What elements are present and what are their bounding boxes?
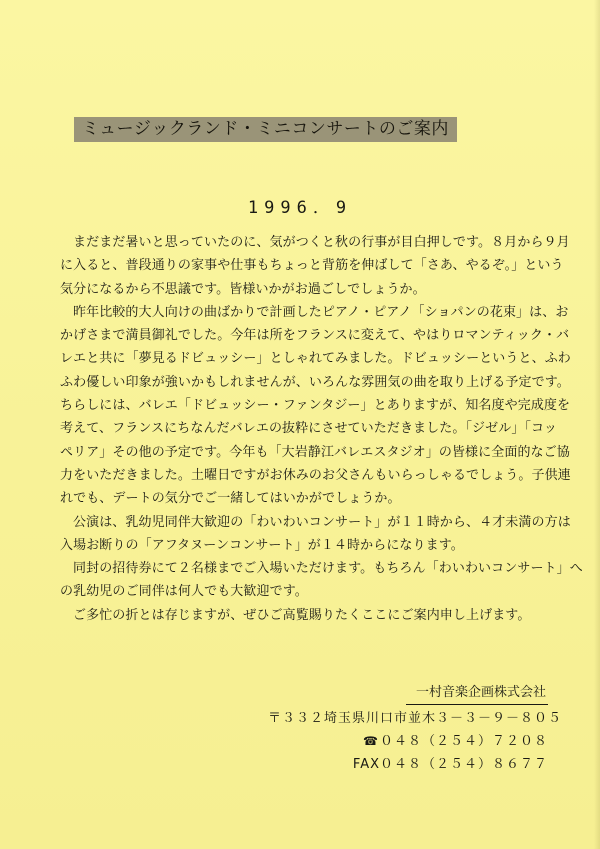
sender-telephone — [268, 730, 548, 753]
body-line: れでも、デートの気分でご一緒してはいかがでしょうか。 — [60, 491, 401, 507]
sender-address: 〒３３２埼玉県川口市並木３－３－９－８０５ — [268, 711, 563, 726]
body-line: 気分になるから不思議です。皆様いかがお過ごしでしょうか。 — [60, 281, 426, 297]
telephone-icon: ☎ — [363, 734, 379, 748]
body-line: かげさまで満員御礼でした。今年は所をフランスに変えて、やはりロマンティック・バ — [60, 328, 570, 344]
sender-signature — [268, 681, 563, 776]
body-line: の乳幼児のご同伴は何人でも大歓迎です。 — [60, 584, 308, 600]
body-line: 入場お断りの「アフタヌーンコンサート」が１４時からになります。 — [60, 537, 464, 553]
body-line: 同封の招待券にて２名様までご入場いただけます。もちろん「わいわいコンサート」へ — [73, 561, 583, 577]
body-line: ご多忙の折とは存じますが、ぜひご高覧賜りたくここにご案内申し上げます。 — [73, 607, 531, 623]
body-line: 考えて、フランスにちなんだバレエの抜粋にさせていただきました。「ジゼル」「コッ — [60, 421, 557, 437]
document-date: 1996．9 — [247, 198, 353, 218]
body-line: 昨年比較的大人向けの曲ばかりで計画したピアノ・ピアノ「ショパンの花束」は、お — [73, 304, 569, 320]
body-line: まだまだ暑いと思っていたのに、気がつくと秋の行事が目白押しです。８月から９月 — [73, 235, 570, 250]
body-line: ふわ優しい印象が強いかもしれませんが、いろんな雰囲気の曲を取り上げる予定です。 — [60, 374, 570, 390]
body-line: 公演は、乳幼児同伴大歓迎の「わいわいコンサート」が１１時から、４才未満の方は — [73, 514, 571, 530]
body-line: 力をいただきました。土曜日ですがお休みのお父さんもいらっしゃるでしょう。子供連 — [60, 467, 571, 483]
document-title: ミュージックランド・ミニコンサートのご案内 — [74, 117, 457, 142]
telephone-number: ０４８（２５４）７２０８ — [379, 734, 548, 749]
body-line: に入ると、普段通りの家事や仕事もちょっと背筋を伸ばして「さあ、やるぞ。」という — [60, 258, 564, 274]
company-name: 一村音楽企画株式会社 — [406, 683, 548, 705]
body-line: レエと共に「夢見るドビュッシー」としゃれてみました。ドビュッシーというと、ふわ — [60, 351, 571, 367]
body-line: ちらしには、バレエ「ドビュッシー・ファンタジー」とありますが、知名度や完成度を — [60, 398, 571, 414]
letter-body — [60, 231, 583, 627]
page-edge-shadow — [594, 0, 600, 849]
sender-fax: FAX０４８（２５４）８６７７ — [352, 757, 548, 772]
body-line: ペリア」その他の予定です。今年も「大岩静江バレエスタジオ」の皆様に全面的なご協 — [60, 444, 570, 460]
